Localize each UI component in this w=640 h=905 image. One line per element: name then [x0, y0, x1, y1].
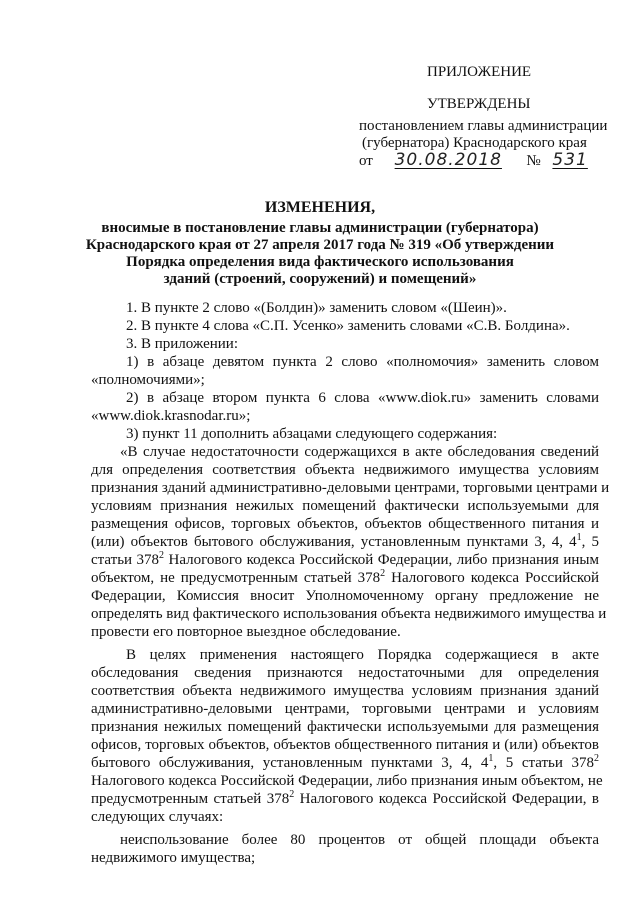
paragraph-2-line-5: признания нежилых помещений фактически используемыми для размещения: [91, 719, 599, 735]
approval-date-line: [359, 152, 596, 170]
paragraph-1-line-1: «В случае недостаточности содержащихся в акте обследования сведений: [120, 444, 599, 460]
date-prefix: от: [359, 153, 373, 169]
paragraph-1-line-9: Федерации, Комиссия вносит Уполномоченному органу предложение не: [91, 588, 599, 604]
subitem-3: 3) пункт 11 дополнить абзацами следующего содержания:: [126, 426, 498, 442]
paragraph-1-line-6: (или) объектов бытового обслуживания, установленным пунктами 3, 4, $4^1$, 5: [91, 532, 599, 550]
paragraph-2-line-2: обследования сведения признаются недостаточными для определения: [91, 665, 599, 681]
paragraph-1-line-11: провести его повторное выездное обследование.: [91, 624, 401, 640]
paragraph-1-line-4: условиям признания нежилых помещений фактически используемыми для: [91, 498, 599, 514]
item-1: 1. В пункте 2 слово «(Болдин)» заменить словом «(Шеин)».: [126, 300, 507, 316]
paragraph-2-line-1: В целях применения настоящего Порядка содержащиеся в акте: [126, 647, 599, 663]
subitem-1-line-2: «полномочиями»;: [91, 372, 205, 388]
approval-line-1: постановлением главы администрации: [359, 118, 608, 134]
subitem-2-line-1: 2) в абзаце втором пункта 6 слова «www.diok.ru» заменить словами: [126, 390, 599, 406]
paragraph-3-line-1: неиспользование более 80 процентов от общей площади объекта: [120, 832, 599, 848]
paragraph-2-line-8: Налогового кодекса Российской Федерации, либо признания иным объектом, не: [91, 773, 603, 789]
number-prefix: №: [526, 153, 541, 169]
handwritten-number: 531: [552, 150, 588, 170]
paragraph-3-line-2: недвижимого имущества;: [91, 850, 256, 866]
changes-heading: ИЗМЕНЕНИЯ,: [264, 199, 376, 216]
title-line-1: вносимые в постановление главы администрации (губернатора): [101, 220, 539, 236]
paragraph-1-line-3: признания зданий административно-деловыми центрами, торговыми центрами и: [91, 480, 610, 496]
subitem-1-line-1: 1) в абзаце девятом пункта 2 слово «полномочия» заменить словом: [126, 354, 599, 370]
subitem-2-line-2: «www.diok.krasnodar.ru»;: [91, 408, 251, 424]
paragraph-1-line-8: объектом, не предусмотренным статьей $378^2$ Налогового кодекса Российской: [91, 568, 599, 586]
paragraph-2-line-10: следующих случаях:: [91, 809, 224, 825]
paragraph-2-line-6: офисов, торговых объектов, объектов общественного питания и (или) объектов: [91, 737, 599, 753]
appendix-label: ПРИЛОЖЕНИЕ: [427, 64, 532, 80]
paragraph-2-line-4: административно-деловыми центрами, торговыми центрами и условиям: [91, 701, 599, 717]
paragraph-2-line-7: бытового обслуживания, установленным пунктами 3, 4, $4^1$, 5 статьи $378^2$: [91, 753, 600, 771]
paragraph-2-line-3: соответствия объекта недвижимого имущества условиям признания зданий: [91, 683, 599, 699]
approval-line-2: (губернатора) Краснодарского края: [362, 135, 587, 151]
handwritten-date: 30.08.2018: [394, 150, 502, 170]
item-2: 2. В пункте 4 слова «С.П. Усенко» заменить словами «С.В. Болдина».: [126, 318, 570, 334]
number-field: [544, 152, 596, 170]
paragraph-2-line-9: предусмотренным статьей $378^2$ Налогового кодекса Российской Федерации, в: [91, 789, 599, 807]
title-line-4: зданий (строений, сооружений) и помещений»: [163, 271, 477, 287]
paragraph-1-line-7: статьи $378^2$ Налогового кодекса Российской Федерации, либо признания иным: [91, 550, 600, 568]
title-line-3: Порядка определения вида фактического использования: [126, 254, 514, 270]
title-line-2: Краснодарского края от 27 апреля 2017 года № 319 «Об утверждении: [85, 237, 555, 253]
paragraph-1-line-5: размещения офисов, торговых объектов, объектов общественного питания и: [91, 516, 599, 532]
item-3: 3. В приложении:: [126, 336, 238, 352]
approved-label: УТВЕРЖДЕНЫ: [427, 96, 531, 112]
paragraph-1-line-2: для определения соответствия объекта недвижимого имущества условиям: [91, 462, 599, 478]
date-field: [377, 152, 517, 170]
paragraph-1-line-10: определять вид фактического использования объекта недвижимого имущества и: [91, 606, 607, 622]
